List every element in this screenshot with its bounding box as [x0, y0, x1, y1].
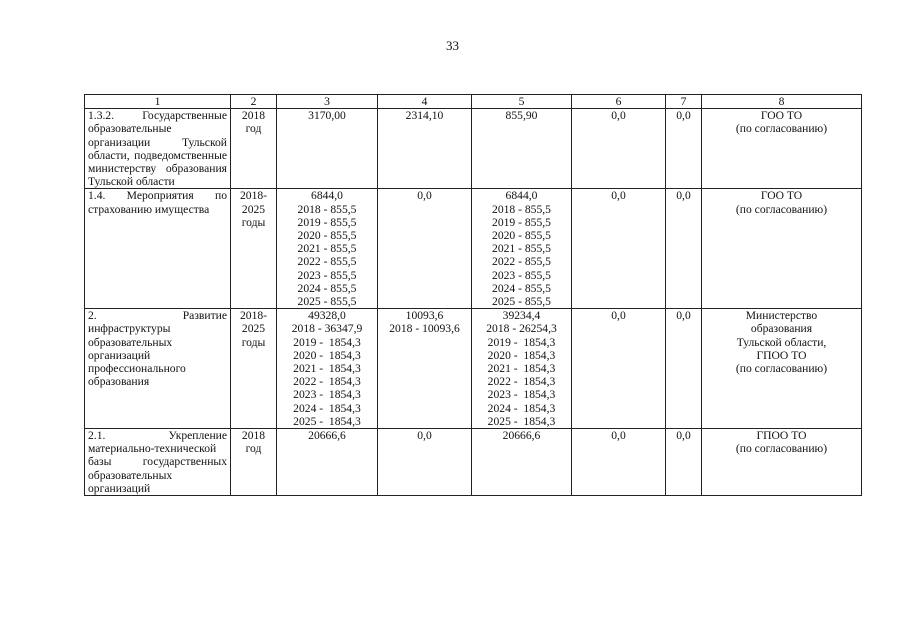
- regional-budget-cell-line: 2022 - 1854,3: [487, 375, 556, 389]
- regional-budget-cell-line: 20666,6: [502, 429, 541, 443]
- table-body: [85, 109, 862, 496]
- executor-cell: [702, 309, 862, 429]
- total-amount-cell-line: 2022 - 1854,3: [293, 375, 361, 389]
- total-amount-cell-line: 2021 - 1854,3: [293, 362, 361, 376]
- executor-cell-line: ГОО ТО: [760, 109, 803, 123]
- federal-budget-cell-line: 0,0: [417, 429, 432, 443]
- regional-budget-cell-line: 2024 - 855,5: [492, 281, 551, 295]
- federal-budget-cell: [378, 429, 472, 496]
- federal-budget-cell: [378, 309, 472, 429]
- total-amount-cell-line: 2025 - 855,5: [297, 295, 357, 309]
- regional-budget-cell-line: 39234,4: [502, 309, 541, 323]
- activity-name-cell: 2. Развитие инфраструктуры образовательных организаций профессионального образования: [85, 309, 231, 429]
- regional-budget-cell-line: 2018 - 26254,3: [486, 322, 557, 336]
- total-amount-cell-line: 20666,6: [308, 429, 346, 443]
- executor-cell-line: ГПОО ТО: [756, 429, 807, 443]
- executor-cell: [702, 429, 862, 496]
- executor-cell-line: ГОО ТО: [760, 189, 803, 203]
- regional-budget-cell-line: 2025 - 1854,3: [487, 414, 556, 428]
- regional-budget-cell-line: 2019 - 1854,3: [487, 335, 556, 349]
- regional-budget-cell-line: 2024 - 1854,3: [487, 401, 556, 415]
- regional-budget-cell-line: 2020 - 855,5: [492, 229, 551, 243]
- period-cell: 2018 год: [231, 109, 277, 189]
- executor-cell-line: Министерство: [745, 309, 818, 323]
- total-amount-cell-line: 2025 - 1854,3: [293, 414, 361, 428]
- activity-name-cell: 1.3.2. Государственные образовательные организации Тульской области, подведомственные министерству образования Тульской области: [85, 109, 231, 189]
- regional-budget-cell-line: 855,90: [505, 109, 538, 123]
- regional-budget-cell-line: 2022 - 855,5: [492, 255, 551, 269]
- regional-budget-cell: [472, 429, 572, 496]
- regional-budget-cell-line: 2021 - 855,5: [492, 242, 551, 256]
- federal-budget-cell-line: 2314,10: [405, 109, 444, 123]
- federal-budget-cell: [378, 109, 472, 189]
- regional-budget-cell-line: 2023 - 1854,3: [487, 388, 556, 402]
- federal-budget-cell-line: 2018 - 10093,6: [389, 322, 460, 336]
- header-cell: 6: [572, 95, 666, 109]
- total-amount-cell-line: 2020 - 855,5: [297, 229, 357, 243]
- header-cell: 4: [378, 95, 472, 109]
- header-cell: 2: [231, 95, 277, 109]
- total-amount-cell-line: 2023 - 1854,3: [293, 388, 361, 402]
- local-budget-cell: 0,0: [572, 429, 666, 496]
- executor-cell-line: (по согласованию): [735, 122, 828, 136]
- total-amount-cell-line: 3170,00: [308, 109, 346, 123]
- header-cell: 5: [472, 95, 572, 109]
- regional-budget-cell-line: 2019 - 855,5: [492, 215, 551, 229]
- executor-cell-line: (по согласованию): [735, 442, 828, 456]
- period-cell: 2018-2025 годы: [231, 309, 277, 429]
- total-amount-cell-line: 2022 - 855,5: [297, 255, 357, 269]
- header-row: [85, 95, 862, 109]
- federal-budget-cell: [378, 189, 472, 309]
- executor-cell-line: (по согласованию): [735, 362, 828, 376]
- total-amount-cell-line: 6844,0: [311, 189, 343, 203]
- executor-cell-line: Тульской области,: [736, 335, 827, 349]
- period-cell: 2018-2025 годы: [231, 189, 277, 309]
- regional-budget-cell-line: 2021 - 1854,3: [487, 362, 556, 376]
- total-amount-cell: [277, 109, 378, 189]
- regional-budget-cell: [472, 109, 572, 189]
- header-cell: 7: [666, 95, 702, 109]
- regional-budget-cell: [472, 189, 572, 309]
- total-amount-cell-line: 2024 - 1854,3: [293, 401, 361, 415]
- regional-budget-cell-line: 6844,0: [505, 189, 538, 203]
- local-budget-cell: 0,0: [572, 109, 666, 189]
- program-table: [84, 94, 862, 496]
- table-row: [85, 189, 862, 309]
- extra-budget-cell: 0,0: [666, 189, 702, 309]
- period-cell: 2018 год: [231, 429, 277, 496]
- regional-budget-cell-line: 2020 - 1854,3: [487, 348, 556, 362]
- total-amount-cell-line: 2018 - 855,5: [297, 202, 357, 216]
- total-amount-cell-line: 2019 - 1854,3: [293, 335, 361, 349]
- extra-budget-cell: 0,0: [666, 309, 702, 429]
- total-amount-cell-line: 49328,0: [308, 309, 346, 323]
- extra-budget-cell: 0,0: [666, 109, 702, 189]
- total-amount-cell: [277, 309, 378, 429]
- header-cell: 3: [277, 95, 378, 109]
- regional-budget-cell-line: 2023 - 855,5: [492, 268, 551, 282]
- header-cell: 8: [702, 95, 862, 109]
- regional-budget-cell-line: 2018 - 855,5: [492, 202, 551, 216]
- table-row: [85, 109, 862, 189]
- total-amount-cell: [277, 429, 378, 496]
- executor-cell-line: (по согласованию): [735, 202, 828, 216]
- regional-budget-cell: [472, 309, 572, 429]
- activity-name-cell: 2.1. Укрепление материально-технической базы государственных образовательных организаций: [85, 429, 231, 496]
- total-amount-cell: [277, 189, 378, 309]
- table-row: [85, 429, 862, 496]
- header-cell: 1: [85, 95, 231, 109]
- total-amount-cell-line: 2020 - 1854,3: [293, 348, 361, 362]
- total-amount-cell-line: 2019 - 855,5: [297, 215, 357, 229]
- federal-budget-cell-line: 0,0: [417, 189, 432, 203]
- activity-name-cell: 1.4. Мероприятия по страхованию имущества: [85, 189, 231, 309]
- total-amount-cell-line: 2023 - 855,5: [297, 268, 357, 282]
- page-number: 33: [446, 38, 459, 53]
- executor-cell-line: образования: [750, 322, 813, 336]
- executor-cell: [702, 109, 862, 189]
- total-amount-cell-line: 2024 - 855,5: [297, 281, 357, 295]
- total-amount-cell-line: 2018 - 36347,9: [291, 322, 363, 336]
- executor-cell-line: ГПОО ТО: [756, 348, 807, 362]
- regional-budget-cell-line: 2025 - 855,5: [492, 295, 551, 309]
- federal-budget-cell-line: 10093,6: [405, 309, 444, 323]
- local-budget-cell: 0,0: [572, 309, 666, 429]
- table-row: [85, 309, 862, 429]
- extra-budget-cell: 0,0: [666, 429, 702, 496]
- total-amount-cell-line: 2021 - 855,5: [297, 242, 357, 256]
- executor-cell: [702, 189, 862, 309]
- local-budget-cell: 0,0: [572, 189, 666, 309]
